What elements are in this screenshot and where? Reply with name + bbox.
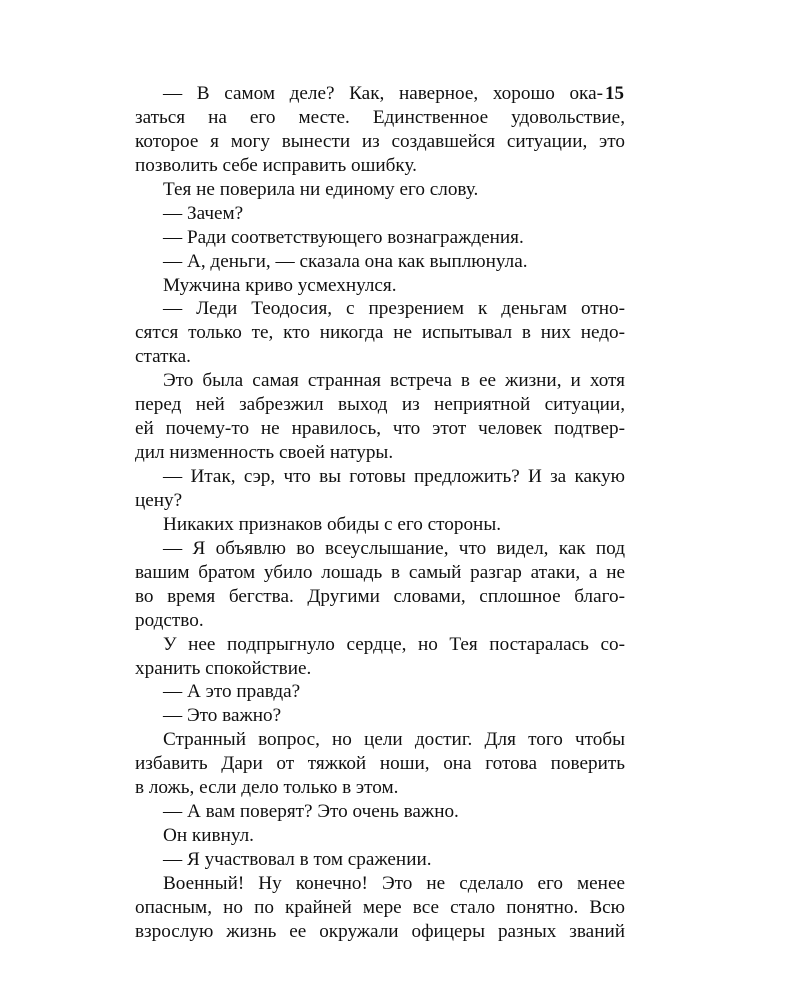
text-line: позволить себе исправить ошибку. — [135, 154, 417, 176]
text-line: которое я могу вынести из создавшейся ситуации, это — [135, 130, 625, 152]
text-line: Мужчина криво усмехнулся. — [163, 274, 397, 296]
text-line: заться на его месте. Единственное удовольствие, — [135, 106, 625, 128]
text-line: — Ради соответствующего вознаграждения. — [163, 226, 524, 248]
text-line: — А это правда? — [163, 681, 301, 703]
text-line: — Итак, сэр, что вы готовы предложить? И за какую — [163, 466, 625, 487]
text-line: — Зачем? — [163, 202, 244, 224]
text-line: — Я объявлю во всеуслышание, что видел, как под — [163, 537, 625, 559]
text-line: во время бегства. Другими словами, сплошное благо- — [135, 585, 625, 607]
text-line: — В самом деле? Как, наверное, хорошо ока- — [163, 83, 603, 104]
text-line: сятся только те, кто никогда не испытывал в них недо- — [135, 322, 625, 344]
text-line: Никаких признаков обиды с его стороны. — [163, 513, 502, 535]
text-line: — А, деньги, — сказала она как выплюнула. — [163, 250, 528, 272]
text-line: Военный! Ну конечно! Это не сделало его менее — [163, 872, 625, 894]
text-line: вашим братом убило лошадь в самый разгар атаки, а не — [135, 561, 625, 583]
text-line: — Это важно? — [163, 705, 282, 727]
text-line: Это была самая странная встреча в ее жизни, и хотя — [163, 370, 625, 392]
body-text — [135, 82, 625, 944]
text-line: опасным, но по крайней мере все стало понятно. Всю — [135, 896, 625, 918]
text-line: ей почему-то не нравилось, что этот человек подтвер- — [135, 418, 625, 440]
text-line: дил низменность своей натуры. — [135, 442, 394, 464]
text-line: Он кивнул. — [163, 825, 254, 847]
text-line: перед ней забрезжил выход из неприятной ситуации, — [135, 394, 625, 416]
text-line: родство. — [135, 609, 204, 631]
text-line: — Леди Теодосия, с презрением к деньгам отно- — [163, 298, 625, 320]
text-line: избавить Дари от тяжкой ноши, она готова поверить — [135, 753, 625, 775]
text-line: — А вам поверят? Это очень важно. — [163, 801, 459, 823]
text-line: в ложь, если дело только в этом. — [135, 777, 399, 799]
text-line: взрослую жизнь ее окружали офицеры разных званий — [135, 920, 625, 942]
text-line: статка. — [135, 346, 191, 368]
page-number: 15 — [605, 83, 624, 104]
text-line: цену? — [135, 489, 183, 511]
text-line: Странный вопрос, но цели достиг. Для того чтобы — [163, 729, 625, 751]
text-line: хранить спокойствие. — [135, 657, 312, 679]
text-line: Тея не поверила ни единому его слову. — [163, 178, 479, 200]
text-line: У нее подпрыгнуло сердце, но Тея постаралась со- — [163, 633, 625, 655]
text-line: — Я участвовал в том сражении. — [163, 849, 432, 870]
